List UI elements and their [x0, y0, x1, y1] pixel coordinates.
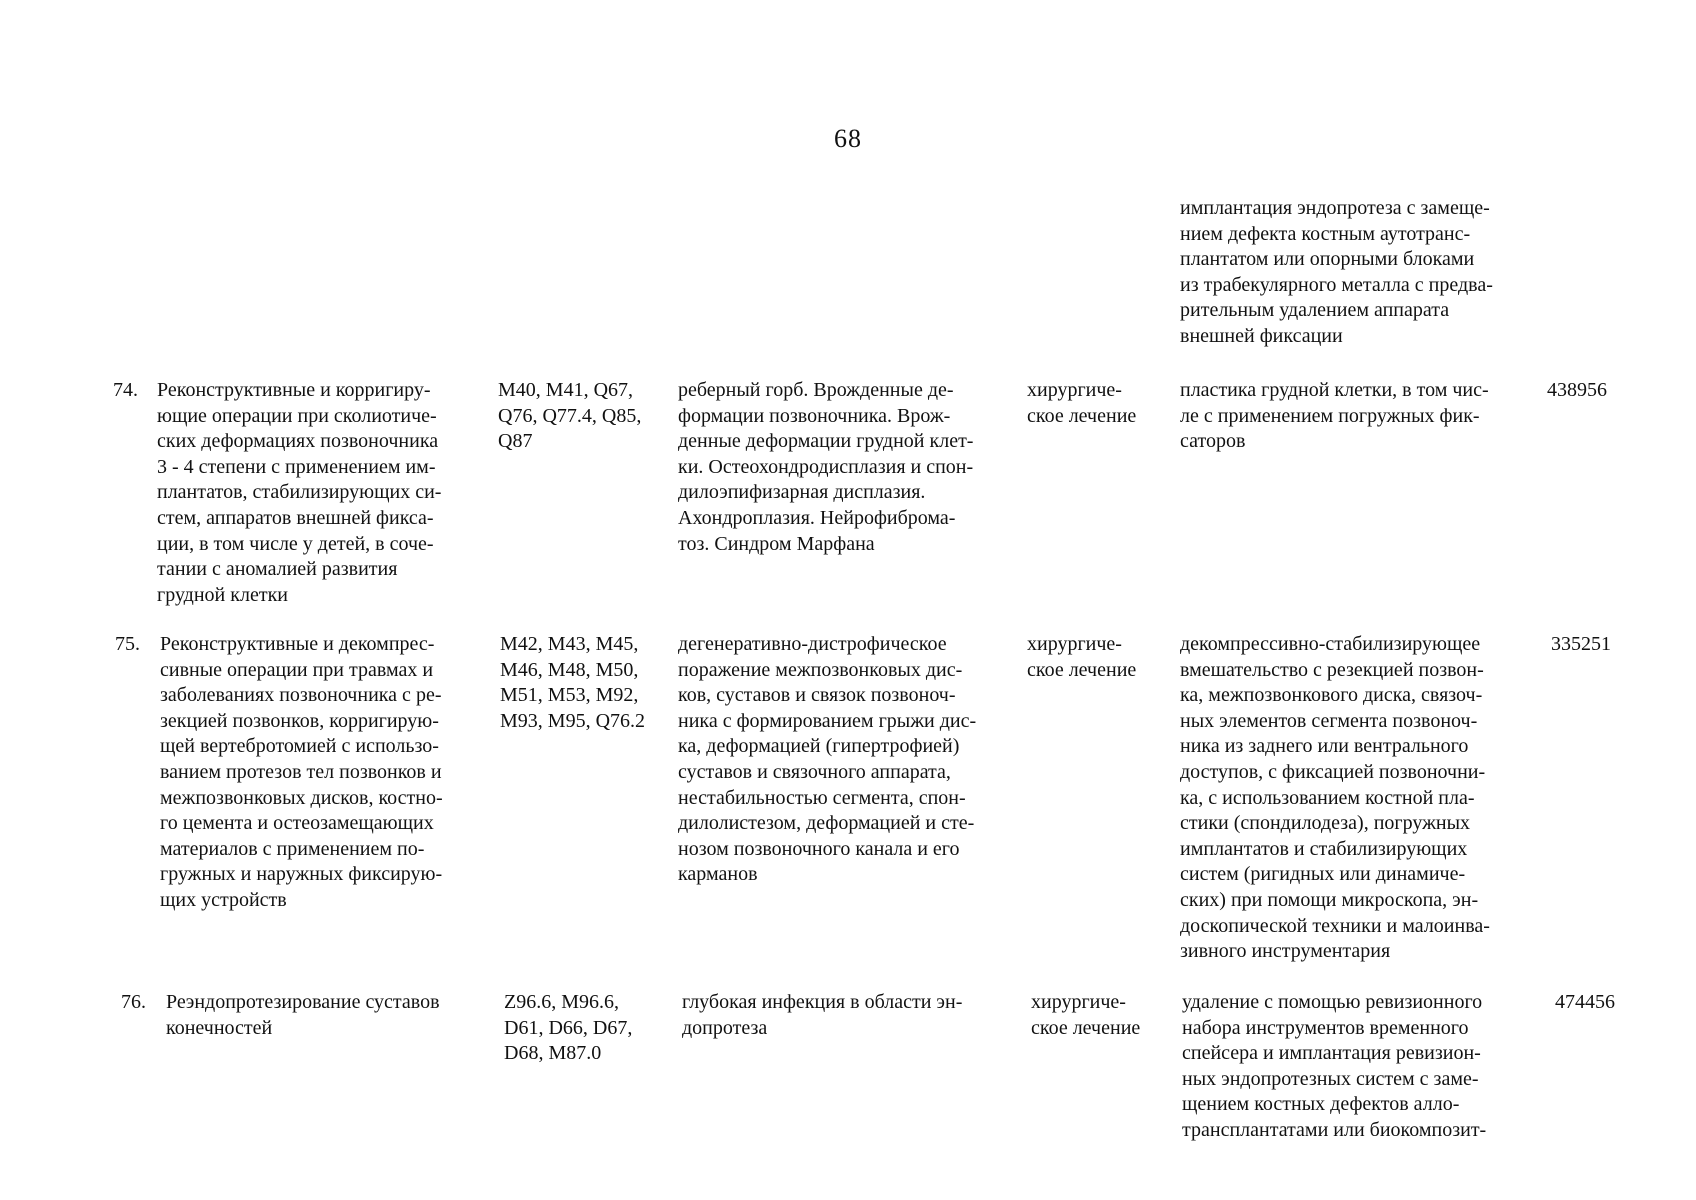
procedure-name-cell: Реэндопротезирование суставов конечностей: [166, 991, 440, 1039]
method-cell: пластика грудной клетки, в том чис- ле с применением погружных фик- саторов: [1180, 379, 1489, 453]
treatment-type-cell: хирургиче- ское лечение: [1027, 633, 1137, 681]
row-number: 76.: [121, 991, 146, 1013]
procedure-name-cell: Реконструктивные и декомпрес- сивные операции при травмах и заболеваниях позвоночника с ре- зекцией позвонков, корригирую- щей вертебротомией с использо- ванием протезов тел позвонков и межпозвонковых дисков, костно- го цемента и остеозамещающих материалов с применением по- гружных и наружных фиксирую- щих устройств: [160, 633, 443, 911]
price-cell: 474456: [1555, 991, 1615, 1013]
procedure-name-cell: Реконструктивные и корригиру- ющие операции при сколиотиче- ских деформациях позвоночника 3 - 4 степени с применением им- плантатов, стабилизирующих си- стем, аппаратов внешней фикса- ции, в том числе у детей, в соче- тании с аномалией развития грудной клетки: [157, 379, 442, 606]
icd-codes-cell: Z96.6, M96.6, D61, D66, D67, D68, M87.0: [504, 991, 633, 1065]
method-cell: декомпрессивно-стабилизирующее вмешательство с резекцией позвон- ка, межпозвонкового диска, связоч- ных элементов сегмента позвоноч- ника из заднего или вентрального доступов, с фиксацией позвоночни- ка, с использованием костной пла- стики (спондилодеза), погружных имплантатов и стабилизирующих систем (ригидных или динамиче- ских) при помощи микроскопа, эн- доскопической техники и малоинва- зивного инструментария: [1180, 633, 1490, 963]
icd-codes-cell: M40, M41, Q67, Q76, Q77.4, Q85, Q87: [498, 379, 642, 453]
row-number: 74.: [113, 379, 138, 401]
price-cell: 438956: [1547, 379, 1607, 401]
icd-codes-cell: M42, M43, M45, M46, M48, M50, M51, M53, M92, M93, M95, Q76.2: [500, 633, 646, 732]
price-cell: 335251: [1551, 633, 1611, 655]
diagnosis-cell: реберный горб. Врожденные де- формации позвоночника. Врож- денные деформации грудной клет- ки. Остеохондродисплазия и спон- дилоэпифизарная дисплазия. Ахондроплазия. Нейрофиброма- тоз. Синдром Марфана: [678, 379, 974, 555]
continuation-method-cell: имплантация эндопротеза с замеще- нием дефекта костным аутотранс- плантатом или опорными блоками из трабекулярного металла с предва- рительным удалением аппарата внешней фиксации: [1180, 197, 1493, 347]
treatment-type-cell: хирургиче- ское лечение: [1027, 379, 1137, 427]
method-cell: удаление с помощью ревизионного набора инструментов временного спейсера и имплантация ревизион- ных эндопротезных систем с заме- щением костных дефектов алло- трансплантатами или биокомпозит-: [1182, 991, 1487, 1141]
page-number: 68: [834, 124, 862, 153]
row-number: 75.: [115, 633, 140, 655]
diagnosis-cell: глубокая инфекция в области эн- допротеза: [682, 991, 963, 1039]
treatment-type-cell: хирургиче- ское лечение: [1031, 991, 1141, 1039]
diagnosis-cell: дегенеративно-дистрофическое поражение межпозвонковых дис- ков, суставов и связок позвоноч- ника с формированием грыжи дис- ка, деформацией (гипертрофией) суставов и связочного аппарата, нестабильностью сегмента, спон- дилолистезом, деформацией и сте- нозом позвоночного канала и его карманов: [678, 633, 977, 886]
